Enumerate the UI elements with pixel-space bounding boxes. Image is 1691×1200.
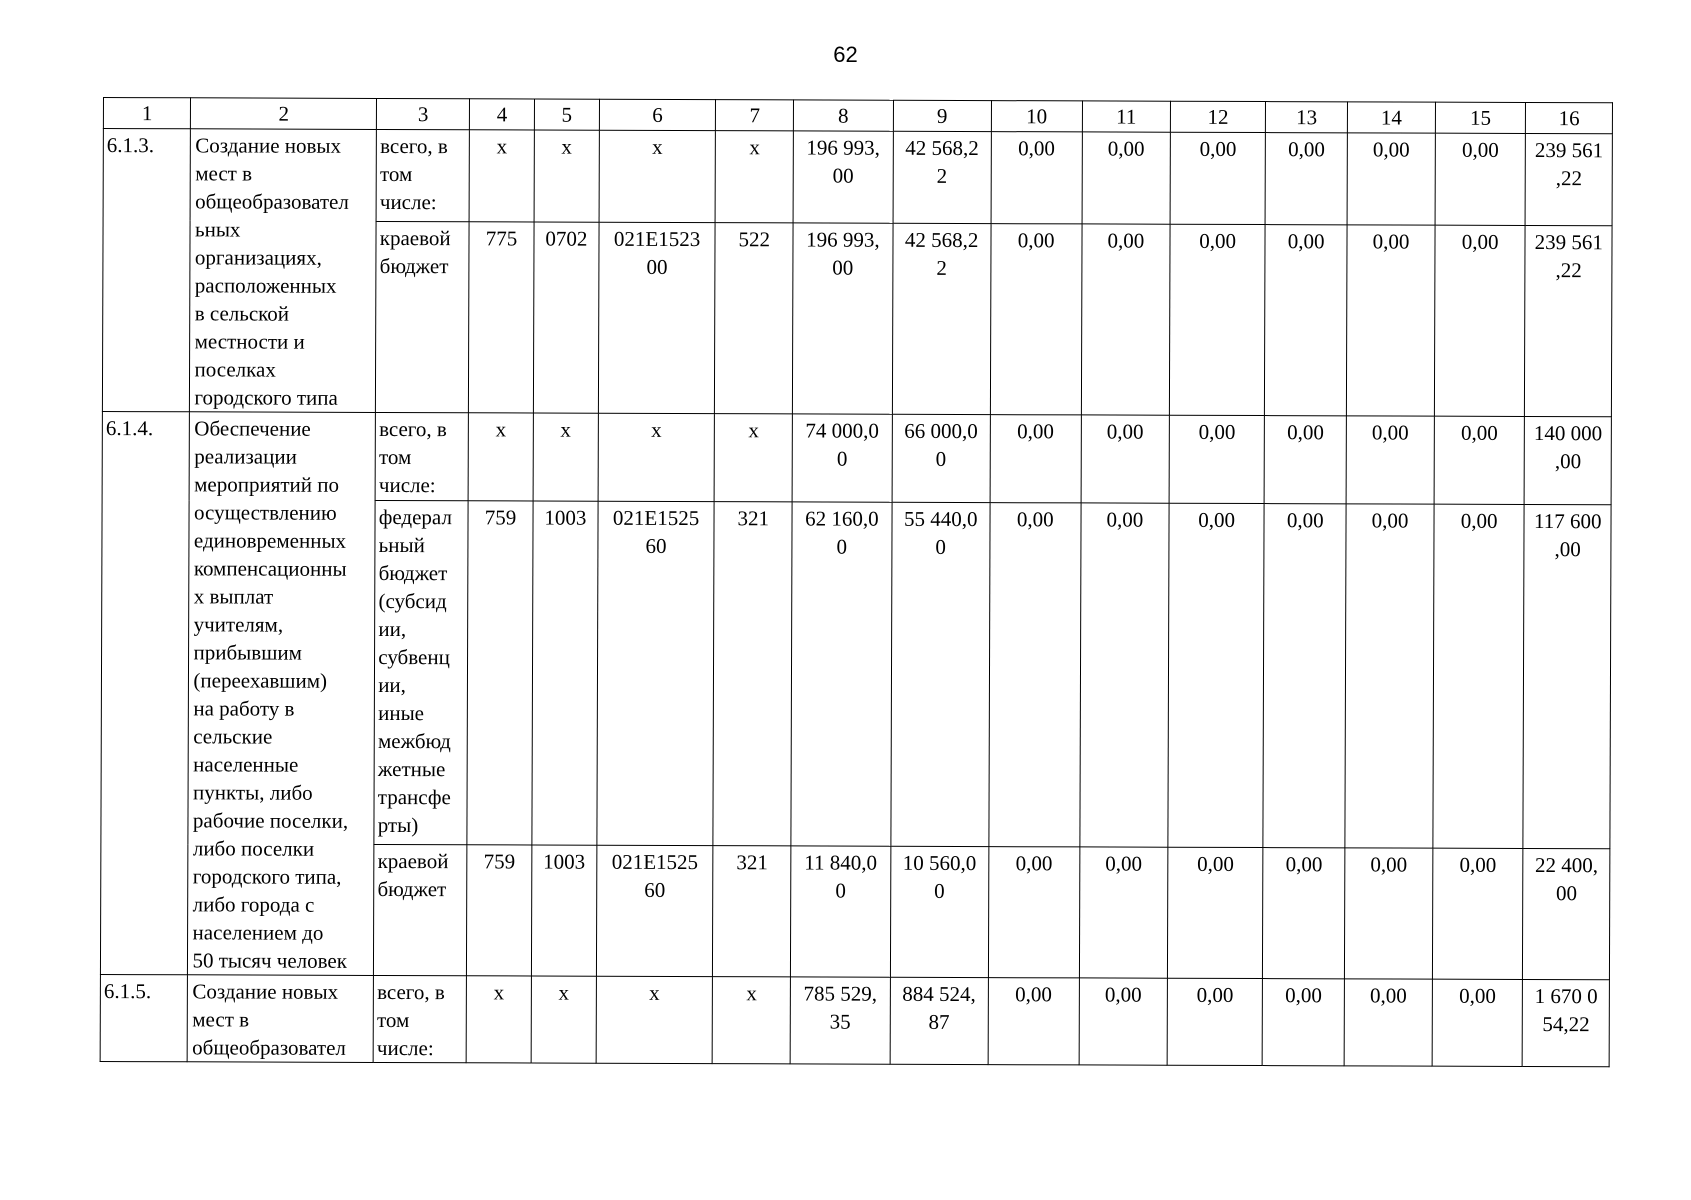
value-cell: 10 560,0 0 [890,846,989,977]
page-number: 62 [833,42,858,67]
value-cell: 0,00 [1263,848,1346,979]
value-cell: 0,00 [1082,132,1171,224]
column-header: 10 [991,101,1082,132]
value-cell: 11 840,0 0 [791,846,891,977]
value-cell: х [533,413,598,501]
column-header: 2 [191,98,377,130]
value-cell: х [713,977,791,1064]
funding-source-cell: федерал ьный бюджет (субсид ии, субвенц ии, иные межбюд жетные трансфе рты) [374,501,468,845]
value-cell: х [534,130,599,222]
value-cell: 0,00 [1432,848,1523,979]
value-cell: х [596,976,713,1063]
value-cell: 22 400, 00 [1523,849,1610,980]
value-cell: 0,00 [989,503,1081,847]
value-cell: 0,00 [1347,225,1435,416]
value-cell: х [714,414,792,503]
value-cell: 0,00 [988,847,1079,978]
value-cell: 0,00 [1265,224,1348,415]
value-cell: 0,00 [1081,224,1170,415]
table-row [100,974,1609,1066]
value-cell: 1003 [532,501,598,845]
value-cell: 196 993, 00 [793,223,893,414]
value-cell: 239 561 ,22 [1525,225,1612,416]
table-row [102,411,1611,505]
value-cell: 021Е1525 60 [597,501,715,845]
value-cell: 0,00 [991,132,1082,224]
column-header: 4 [470,99,535,130]
value-cell: 785 529, 35 [790,977,890,1064]
value-cell: 0,00 [1434,416,1525,505]
value-cell: 021Е1525 60 [596,845,713,976]
value-cell: 0,00 [1264,416,1346,505]
column-header: 8 [794,100,893,131]
value-cell: 0,00 [1168,847,1264,978]
value-cell: 0,00 [1262,979,1344,1066]
column-header: 16 [1526,102,1613,133]
value-cell: 1003 [531,845,596,976]
value-cell: 66 000,0 0 [892,414,991,503]
value-cell: 0,00 [1079,847,1168,978]
value-cell: 759 [467,501,533,845]
funding-source-cell: краевой бюджет [376,221,470,412]
value-cell: 884 524, 87 [890,977,989,1064]
value-cell: 196 993, 00 [793,131,893,223]
value-cell: 55 440,0 0 [890,503,989,847]
column-header: 13 [1266,102,1348,133]
funding-source-cell: краевой бюджет [374,845,467,976]
value-cell: 117 600 ,00 [1523,505,1611,849]
value-cell: х [469,130,534,222]
table-row [103,129,1612,226]
value-cell: 1 670 0 54,22 [1523,979,1610,1066]
value-cell: 0,00 [1345,504,1434,848]
row-index-cell: 6.1.4. [100,411,189,974]
value-cell: 321 [713,846,791,977]
value-cell: 0,00 [1435,133,1526,225]
value-cell: 0,00 [988,978,1079,1065]
value-cell: 321 [713,502,792,846]
budget-table [100,97,1613,1067]
value-cell: 0,00 [1170,132,1265,224]
column-header: 14 [1348,102,1436,133]
value-cell: 522 [715,222,793,413]
value-cell: 0,00 [1169,415,1264,504]
column-header: 15 [1435,102,1526,133]
column-header: 12 [1171,101,1266,132]
value-cell: 0,00 [990,223,1081,414]
value-cell: 0,00 [1079,978,1168,1065]
value-cell: 74 000,0 0 [792,414,892,503]
value-cell: 140 000 ,00 [1525,416,1612,505]
value-cell: 0,00 [1432,979,1523,1066]
measure-name-cell: Обеспечение реализации мероприятий по осуществлению единовременных компенсационны х выплат учителям, прибывшим (переехавшим) на работу в сельские населенные пункты, либо рабочие поселки, либо поселки городского типа, либо города с населением до 50 тысяч человек [188,412,376,976]
column-header: 5 [534,99,599,130]
value-cell: х [715,131,793,223]
value-cell: 0,00 [1345,848,1433,979]
value-cell: 239 561 ,22 [1526,133,1613,225]
row-index-cell: 6.1.3. [102,129,190,412]
measure-name-cell: Создание новых мест в общеобразовател ьных организациях, расположенных в сельской местности и поселках городского типа [190,129,377,413]
value-cell: 0702 [533,222,598,413]
value-cell: 62 160,0 0 [791,502,892,846]
value-cell: 0,00 [1433,504,1525,848]
value-cell: х [531,976,596,1063]
value-cell: 0,00 [1081,415,1170,504]
funding-source-cell: всего, в том числе: [376,129,469,221]
value-cell: 42 568,2 2 [893,131,992,223]
table-body [100,129,1612,1067]
column-header: 6 [599,99,716,130]
column-header: 3 [377,98,470,129]
value-cell: х [468,413,533,501]
row-index-cell: 6.1.5. [100,974,188,1061]
funding-source-cell: всего, в том числе: [373,975,466,1062]
value-cell: 021Е1523 00 [598,222,715,414]
value-cell: х [598,413,715,502]
column-header: 7 [716,100,794,131]
column-header: 9 [893,100,991,131]
value-cell: 775 [469,222,534,413]
value-cell: 0,00 [1167,978,1262,1065]
value-cell: 0,00 [990,415,1081,504]
column-header: 11 [1082,101,1171,132]
value-cell: 0,00 [1434,225,1525,416]
value-cell: 0,00 [1265,133,1347,225]
value-cell: х [599,130,716,222]
value-cell: 0,00 [1347,133,1435,225]
value-cell: 0,00 [1346,416,1434,505]
value-cell: 0,00 [1079,503,1169,847]
value-cell: 759 [467,845,532,976]
value-cell: 42 568,2 2 [892,223,991,414]
value-cell: 0,00 [1168,503,1264,847]
column-header: 1 [103,98,191,129]
measure-name-cell: Создание новых мест в общеобразовател [188,975,374,1063]
value-cell: 0,00 [1344,979,1432,1066]
value-cell: х [466,976,531,1063]
funding-source-cell: всего, в том числе: [375,412,468,501]
value-cell: 0,00 [1263,504,1346,848]
value-cell: 0,00 [1170,224,1266,415]
